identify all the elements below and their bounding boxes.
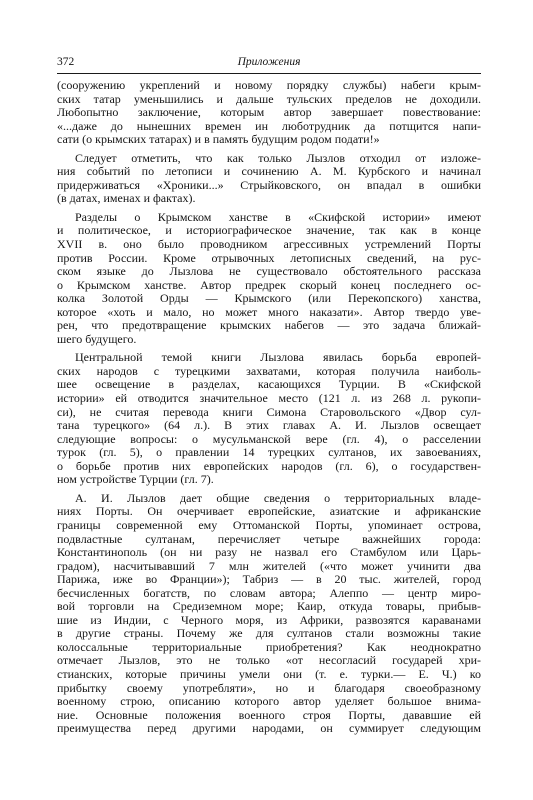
paragraph (57, 351, 481, 486)
text-line: «...даже до нынешних времен ин люботрудник да потщится напи- (57, 118, 481, 133)
paragraph (57, 152, 481, 206)
text-line: ние. Основные положения военного строя Порты, дававшие ей (57, 707, 481, 722)
text-line: вой торговли на Средиземном море; Каир, откуда товары, прибыв- (57, 599, 481, 614)
text-line: стианских, которые причины умели они (т. е. турки.— Е. Ч.) ко (57, 666, 481, 681)
text-line: Парижа, иже во Франции»); Табриз — в 20 тыс. жителей, город (57, 572, 481, 587)
text-line: ниях Порты. Он очерчивает европейские, азиатские и африканские (57, 504, 481, 519)
text-line: рен, что предотвращение крымских набегов — это задача ближай- (57, 318, 481, 333)
text-line: ном устройстве Турции (гл. 7). (57, 472, 214, 487)
text-line: сати (о крымских татарах) и в память будущим родом подати!» (57, 132, 380, 147)
text-line: си), не считая перевода книги Симона Старовольского «Двор сул- (57, 404, 481, 419)
paragraph (57, 79, 481, 147)
page-header (57, 52, 481, 70)
text-line: колоссальные территориальные приобретения? Как неоднократно (57, 639, 481, 654)
text-line: градом), насчитывавший 7 млн жителей («что может учинити два (57, 558, 481, 573)
running-title: Приложения (237, 56, 301, 68)
text-line: ском языке до Лызлова не существовало обстоятельного рассказа (57, 264, 481, 279)
text-line: преимущества перед другими народами, он суммирует следующим (57, 721, 481, 736)
page-number: 372 (57, 56, 75, 68)
text-line: Любопытно заключение, которым автор завершает повествование: (57, 105, 481, 120)
body-text (57, 79, 481, 736)
text-line: XVII в. оно было проводником агрессивных устремлений Порты (57, 237, 481, 252)
text-line: истории» ей отводится значительное место (121 л. из 268 л. рукопи- (57, 391, 481, 406)
text-line: и политическое, и историографическое значение, так как в конце (57, 223, 481, 238)
text-line: бесчисленных богатств, по словам автора; Алеппо — центр миро- (57, 585, 481, 600)
text-line: ских татар уменьшились и дальше тульских пределов не доходили. (57, 91, 481, 106)
text-line: подвластные султанам, перечисляет четыре важнейших города: (57, 531, 481, 546)
text-line: границы современной ему Оттоманской Порты, упоминает острова, (57, 517, 481, 532)
text-line: шие из Индии, с Черного моря, из Африки, развозятся караванами (57, 612, 481, 627)
text-line: шего будущего. (57, 331, 137, 346)
text-line: которое «хоть и мало, но может много наказати». Автор твердо уве- (57, 304, 481, 319)
text-line: против России. Кроме отрывочных летописных сведений, на рус- (57, 250, 481, 265)
text-line: о борьбе против них европейских народов (гл. 6), о государствен- (57, 458, 481, 473)
text-line: отмечает Лызлов, это не только «от несогласий государей хри- (57, 653, 481, 668)
text-line: шее освещение в разделах, касающихся Турции. В «Скифской (57, 377, 481, 392)
text-line: Разделы о Крымском ханстве в «Скифской истории» имеют (75, 209, 481, 224)
text-line: (сооружению укреплений и новому порядку службы) набеги крым- (57, 78, 481, 92)
text-line: прибытку своему употребляти», но и благодаря своеобразному (57, 680, 481, 695)
text-line: А. И. Лызлов дает общие сведения о территориальных владе- (75, 490, 481, 505)
text-line: ния событий по летописи и сочинению А. М. Курбского и начинал (57, 164, 481, 179)
text-line: Следует отметить, что как только Лызлов отходил от изложе- (75, 150, 481, 165)
text-line: Константинополь (он ни разу не назвал его Стамбулом или Царь- (57, 545, 481, 560)
text-line: следующие вопросы: о мусульманской вере (гл. 4), о расселении (57, 431, 481, 446)
text-line: о Крымском ханстве. Автор предрек скорый конец последнего ос- (57, 277, 481, 292)
text-line: ских народов с турецкими захватами, которая получила наиболь- (57, 363, 481, 378)
text-line: Центральной темой книги Лызлова явилась борьба европей- (75, 350, 481, 365)
book-page (57, 52, 481, 741)
text-line: (в датах, именах и фактах). (57, 191, 196, 206)
paragraph (57, 211, 481, 346)
text-line: придерживаться «Хроники...» Стрыйковского, он впадал в ошибки (57, 177, 481, 192)
text-line: турок (гл. 5), о правлении 14 турецких султанов, их завоеваниях, (57, 445, 481, 460)
text-line: тана турецкого» (64 л.). В этих главах А. И. Лызлов освещает (57, 418, 481, 433)
text-line: военному строю, описанию которого автор уделяет большое внима- (57, 694, 481, 709)
text-line: колка Золотой Орды — Крымского (или Перекопского) ханства, (57, 291, 481, 306)
text-line: в другие страны. Почему же для султанов стали возможны такие (57, 626, 481, 641)
paragraph (57, 492, 481, 736)
header-rule (57, 73, 481, 74)
